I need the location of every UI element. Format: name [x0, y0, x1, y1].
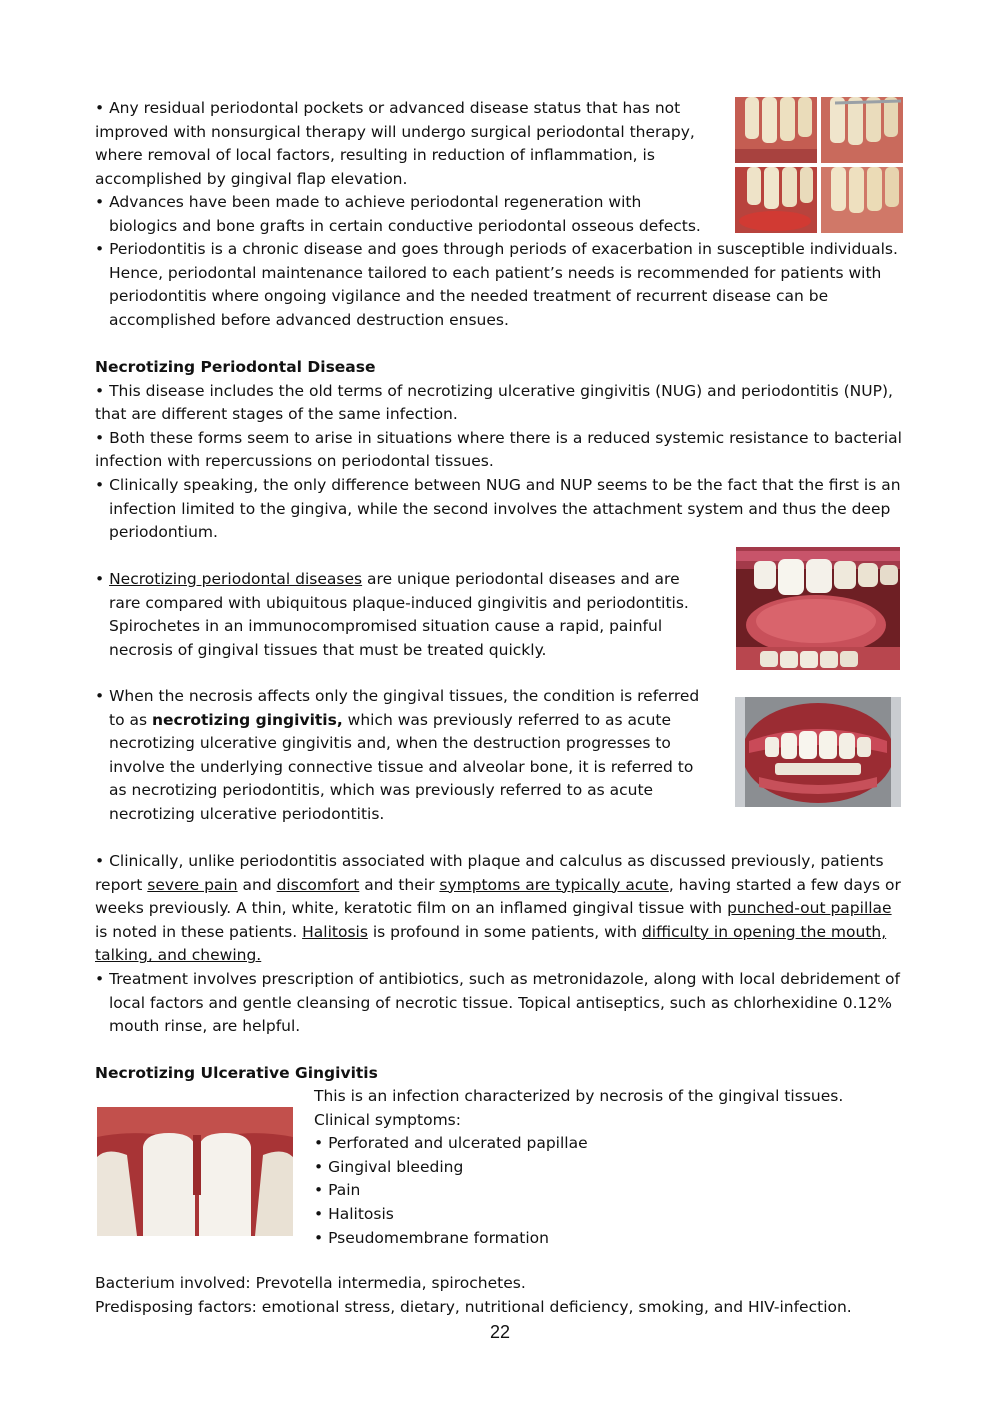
nug-predisposing: Predisposing factors: emotional stress, dietary, nutritional deficiency, smoking, and HIV-infection. — [95, 1297, 852, 1316]
underlined-term: symptoms are typically acute — [439, 875, 669, 894]
nug-symptom-item: • Gingival bleeding — [314, 1157, 464, 1176]
paragraph-maintenance: • Periodontitis is a chronic disease and goes through periods of exacerbation in susceptible individuals. Hence, periodontal maintenance tailored to each patient’s needs is recommended for patients with periodontitis where ongoing vigilance and the needed treatment of recurrent disease can be accomplished before advanced destruction ensues. — [95, 240, 898, 329]
nug-symptom-item: • Halitosis — [314, 1204, 394, 1223]
paragraph-maintenance-wrap — [95, 238, 907, 332]
surgical-therapy-photo-grid — [735, 97, 903, 233]
underlined-term: punched-out papillae — [727, 899, 892, 918]
npd-paragraph-difference: • Clinically speaking, the only difference between NUG and NUP seems to be the fact that the first is an infection limited to the gingiva, while the second involves the attachment system and thus the deep periodontium. — [95, 475, 901, 542]
text-run: , having started a few days or weeks previously. A thin, white, keratotic film on an inflamed gingival tissue with — [95, 875, 901, 918]
npd-heading: Necrotizing Periodontal Disease — [95, 358, 376, 376]
underlined-term: discomfort — [276, 875, 360, 894]
top-section — [95, 97, 709, 239]
nug-symptoms-label: Clinical symptoms: — [314, 1110, 461, 1129]
text-run: • When the necrosis affects only the gingival tissues, the condition is referred to as — [95, 687, 700, 729]
npd-paragraph-gingivitis — [95, 685, 705, 827]
nug-heading-wrap — [95, 1062, 907, 1086]
underlined-term: Necrotizing periodontal diseases — [109, 570, 363, 588]
retracted-smile-photo — [735, 697, 901, 807]
text-run: is noted in these patients. — [95, 922, 303, 941]
text-run: is profound in some patients, with — [367, 922, 642, 941]
npd-paragraph-unique-wrap — [95, 568, 695, 662]
npd-paragraph-terms: • This disease includes the old terms of necrotizing ulcerative gingivitis (NUG) and periodontitis (NUP), that are different stages of the same infection. — [95, 381, 893, 424]
nug-symptom-item: • Perforated and ulcerated papillae — [314, 1134, 588, 1153]
npd-section — [95, 356, 907, 545]
paragraph-regeneration: • Advances have been made to achieve periodontal regeneration with biologics and bone grafts in certain conductive periodontal osseous defects. — [95, 193, 701, 235]
text-run: • Clinically, unlike periodontitis associated with plaque and calculus as discussed previously, patients report — [95, 852, 884, 894]
nug-bacterium: Bacterium involved: Prevotella intermedia, spirochetes. — [95, 1274, 526, 1292]
text-run: and their — [359, 875, 440, 894]
nug-description — [314, 1085, 914, 1250]
npd-clinical-section — [95, 850, 907, 1039]
underlined-term: severe pain — [147, 875, 238, 894]
nug-heading: Necrotizing Ulcerative Gingivitis — [95, 1064, 378, 1082]
nug-symptom-item: • Pain — [314, 1181, 361, 1200]
text-run: which was previously referred to as acute necrotizing ulcerative gingivitis and, when the destruction progresses to involve the underlying connective tissue and alveolar bone, it is referred to as necrotizing periodontitis, which was previously referred to as acute necrotizing ulcerative periodontitis. — [109, 710, 694, 823]
npd-paragraph-gingivitis-wrap — [95, 685, 705, 827]
front-teeth-photo — [97, 1107, 293, 1236]
open-mouth-photo — [736, 547, 900, 670]
bullet: • — [95, 570, 110, 588]
nug-footer-section — [95, 1272, 907, 1319]
page-number: 22 — [489, 1322, 511, 1342]
nug-symptom-item: • Pseudomembrane formation — [314, 1228, 549, 1247]
npd-paragraph-clinical — [95, 850, 907, 968]
text-run: and — [237, 875, 277, 894]
bold-term: necrotizing gingivitis, — [152, 710, 343, 729]
npd-paragraph-unique — [95, 568, 695, 662]
underlined-term: difficulty in opening the mouth, talking, and chewing. — [95, 922, 887, 965]
nug-intro: This is an infection characterized by necrosis of the gingival tissues. — [314, 1087, 844, 1105]
paragraph-surgical-therapy: • Any residual periodontal pockets or advanced disease status that has not improved with nonsurgical therapy will undergo surgical periodontal therapy, where removal of local factors, resulting in reduction of inflammation, is accomplished by gingival flap elevation. — [95, 99, 695, 188]
npd-paragraph-resistance: • Both these forms seem to arise in situations where there is a reduced systemic resistance to bacterial infection with repercussions on periodontal tissues. — [95, 428, 902, 471]
text-run: are unique periodontal diseases and are rare compared with ubiquitous plaque-induced gingivitis and periodontitis. Spirochetes in an immunocompromised situation cause a rapid, painful necrosis of gingival tissues that must be treated quickly. — [109, 570, 689, 659]
underlined-term: Halitosis — [302, 922, 368, 941]
npd-paragraph-treatment: • Treatment involves prescription of antibiotics, such as metronidazole, along with local debridement of local factors and gentle cleansing of necrotic tissue. Topical antiseptics, such as chlorhexidine 0.12% mouth rinse, are helpful. — [95, 969, 900, 1036]
